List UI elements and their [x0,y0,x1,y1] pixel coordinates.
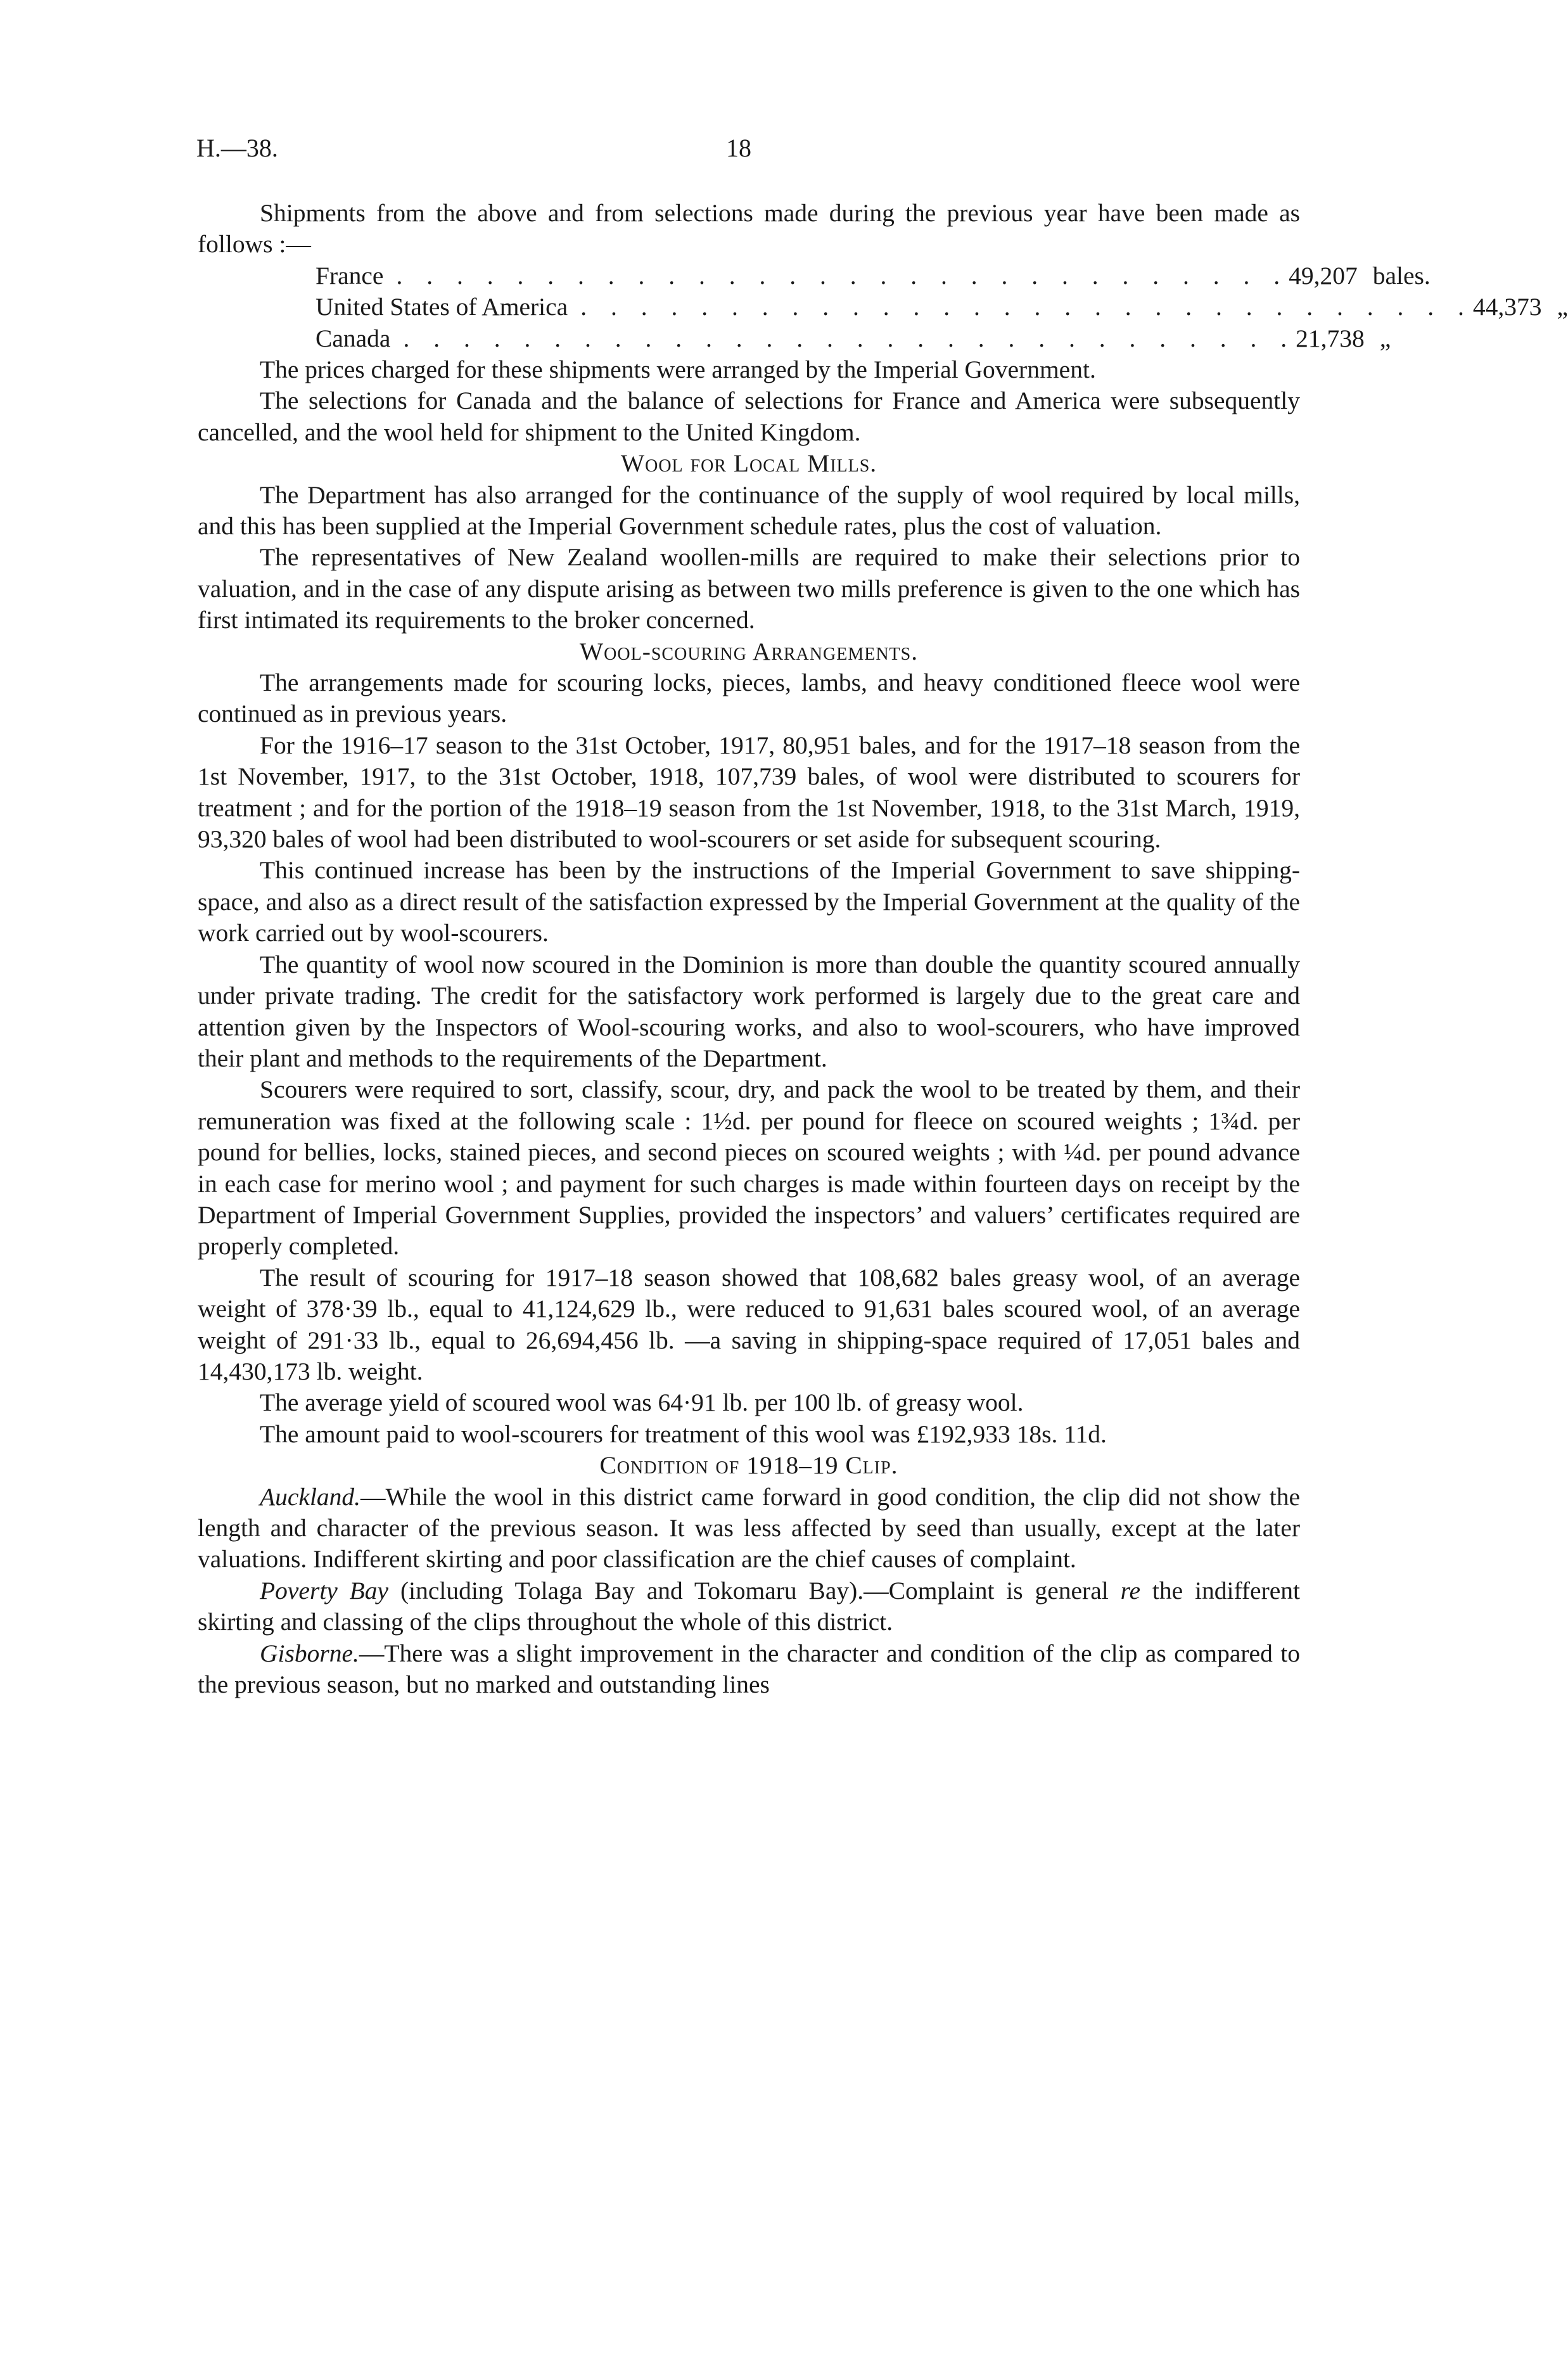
district-text: —There was a slight improvement in the character and condition of the clip as compared to the previous season, but no marked and outstanding lines [198,1639,1300,1699]
page-header [196,133,1299,171]
section-heading-scouring: Wool-scouring Arrangements. [579,637,919,665]
paragraph: For the 1916–17 season to the 31st October, 1917, 80,951 bales, and for the 1917–18 season from the 1st November, 1917, to the 31st October, 1918, 107,739 bales, of wool were distributed to scourers for treatment ; and for the portion of the 1918–19 season from the 1st November, 1918, to the 31st March, 1919, 93,320 bales of wool had been distributed to wool-scourers or set aside for subsequent scouring. [198,731,1300,854]
shipment-unit: „ [1557,293,1568,321]
section-heading-condition: Condition of 1918–19 Clip. [599,1451,898,1480]
paragraph: This continued increase has been by the instructions of the Imperial Government to save shipping-space, and also as a direct result of the satisfaction expressed by the Imperial Government at the quality of the work carried out by wool-scourers. [198,856,1300,947]
shipment-country: Canada [316,324,391,352]
shipments-intro: Shipments from the above and from selections made during the previous year have been made as follows :— [198,199,1300,259]
page-body [198,198,1568,1700]
paragraph: Scourers were required to sort, classify, scour, dry, and pack the wool to be treated by them, and their remuneration was fixed at the following scale : 1½d. per pound for fleece on scoured weights ; 1¾d. per pound for bellies, locks, stained pieces, and second pieces on scoured weights ; with ¼d. per pound advance in each case for merino wool ; and payment for such charges is made within fourteen days on receipt by the Department of Imperial Government Supplies, provided the inspectors’ and valuers’ certificates required are properly completed. [198,1075,1300,1260]
district-label: Gisborne. [260,1639,359,1667]
page-number: 18 [726,134,751,162]
section-heading-local-mills: Wool for Local Mills. [620,449,877,478]
district-text: the indifferent skirting and classing of the clips throughout the whole of this district. [198,1576,1300,1636]
dot-leader: . . . . . . . . . . . . . . . . . . . . . . . . . . . . . . [396,261,1289,290]
shipment-unit: bales. [1372,261,1431,290]
paragraph: The result of scouring for 1917–18 season showed that 108,682 bales greasy wool, of an average weight of 378·39 lb., equal to 41,124,629 lb., were reduced to 91,631 bales scoured wool, of an average weight of 291·33 lb., equal to 26,694,456 lb. —a saving in shipping-space required of 17,051 bales and 14,430,173 lb. weight. [198,1263,1300,1385]
shipment-quantity: 44,373 [1472,293,1542,321]
paragraph: The average yield of scoured wool was 64·91 lb. per 100 lb. of greasy wool. [260,1388,1024,1417]
shipments-table [316,260,1568,354]
latin-re: re [1120,1576,1141,1605]
dot-leader: . . . . . . . . . . . . . . . . . . . . . . . . . . . . . . [580,293,1473,321]
district-label: Poverty Bay [260,1576,389,1605]
paragraph-gisborne [198,1638,1300,1701]
shipment-unit: „ [1379,324,1391,352]
paragraph: The prices charged for these shipments were arranged by the Imperial Government. [260,355,1096,383]
paragraph: The selections for Canada and the balance of selections for France and America were subsequently cancelled, and the wool held for shipment to the United Kingdom. [198,387,1300,446]
paragraph-poverty-bay [198,1575,1300,1638]
district-text: —While the wool in this district came forward in good condition, the clip did not show the length and character of the previous season. It was less affected by seed than usually, except at the later valuations. Indifferent skirting and poor classification are the chief causes of complaint. [198,1482,1300,1573]
shipment-country: United States of America [316,293,568,321]
shipment-quantity: 49,207 [1289,261,1358,290]
paragraph: The Department has also arranged for the continuance of the supply of wool required by local mills, and this has been supplied at the Imperial Government schedule rates, plus the cost of valuation. [198,480,1300,541]
dot-leader: . . . . . . . . . . . . . . . . . . . . . . . . . . . . . . [403,324,1296,352]
shipment-country: France [316,261,384,290]
shipment-row [316,323,1391,354]
shipment-row [316,292,1568,323]
paragraph: The arrangements made for scouring locks, pieces, lambs, and heavy conditioned fleece wool were continued as in previous years. [198,669,1300,728]
shipment-quantity: 21,738 [1296,324,1365,352]
shipment-row [316,260,1431,292]
paragraph: The amount paid to wool-scourers for treatment of this wool was £192,933 18s. 11d. [260,1420,1107,1448]
paragraph-auckland [198,1482,1300,1575]
report-code: H.—38. [196,134,278,162]
district-text: (including Tolaga Bay and Tokomaru Bay).—Complaint is general [388,1576,1121,1605]
district-label: Auckland. [260,1482,361,1511]
paragraph: The representatives of New Zealand woollen-mills are required to make their selections prior to valuation, and in the case of any dispute arising as between two mills preference is given to the one which has first intimated its requirements to the broker concerned. [198,543,1300,634]
paragraph: The quantity of wool now scoured in the Dominion is more than double the quantity scoured annually under private trading. The credit for the satisfactory work performed is largely due to the great care and attention given by the Inspectors of Wool-scouring works, and also to wool-scourers, who have improved their plant and methods to the requirements of the Department. [198,950,1300,1072]
